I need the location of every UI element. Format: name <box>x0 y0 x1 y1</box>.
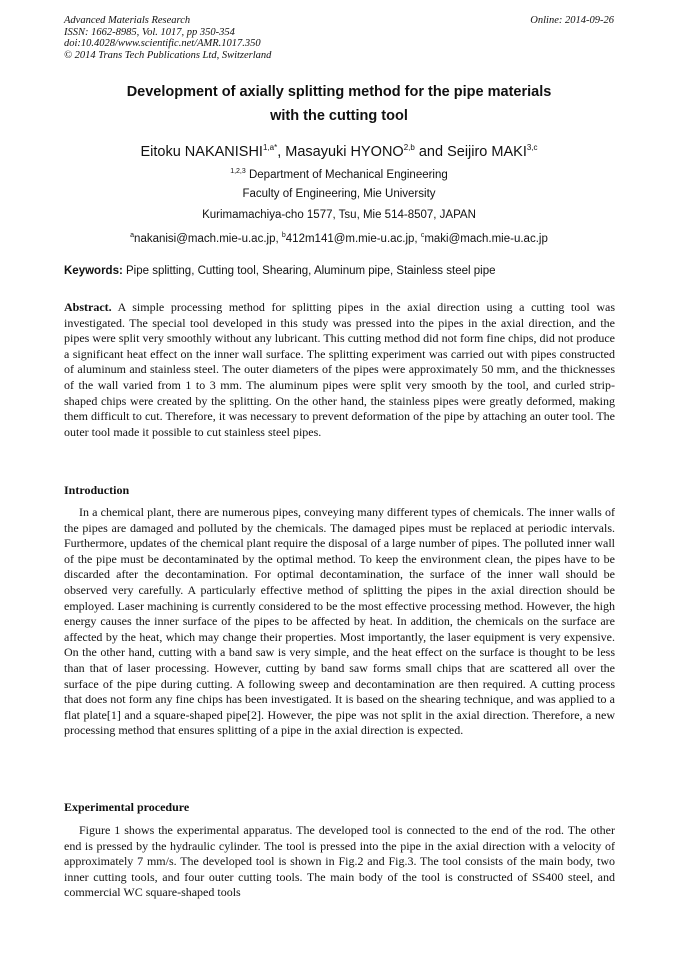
introduction-heading: Introduction <box>64 483 130 497</box>
introduction-text: In a chemical plant, there are numerous pipes, conveying many different types of chemicals. The inner walls of the pipes are damaged and polluted by the chemicals. The damaged pipes must be replaced at periodic intervals. Furthermore, updates of the chemical plant require the disposal of a large number of pipes. The polluted inner wall of the pipe must be decontaminated by the optimal method. To keep the environment clean, the pipes have to be discarded after the decontamination. For optimal decontamination, the surface of the inner wall should be observed very carefully. A particularly effective method of splitting the pipes in the axial direction should be employed. Laser machining is currently considered to be the most effective processing method. However, the high energy causes the inner surface of the pipes to be affected by heat. In addition, the chemicals on the surface are affected by the heat, which may change their properties. Most importantly, the laser equipment is very expensive. On the other hand, cutting with a band saw is very simple, and the heat effect on the surface is thought to be less than that of laser processing. However, cutting by band saw forms small chips that are scattered all over the surface of the pipe during cutting. A following sweep and decontamination are then required. A cutting process that does not form any fine chips has been investigated. It is based on the shearing technique, and was applied to a flat plate[1] and a square-shaped pipe[2]. However, the pipe was not split in the axial direction. Therefore, a new processing method that ensures splitting of a pipe in the axial direction is expected. <box>64 505 615 738</box>
journal-info <box>64 15 271 61</box>
email-a-sup: a <box>130 232 135 239</box>
experimental-text: Figure 1 shows the experimental apparatus. The developed tool is connected to the end of the rod. The other end is pressed by the hydraulic cylinder. The tool is pressed into the pipe in the axial direction with a velocity of approximately 7 mm/s. The developed tool is shown in Fig.2 and Fig.3. The tool consists of the main body, two inner cutting tools, and four outer cutting tools. The main body of the tool is constructed of SS400 steel, and commercial WC square-shaped tools <box>64 823 615 900</box>
introduction-body <box>64 505 615 739</box>
affiliation-sup: 1,2,3 <box>230 168 246 175</box>
department: Department of Mechanical Engineering <box>245 168 448 181</box>
author-2: , Masayuki HYONO <box>277 143 404 160</box>
affiliation-emails <box>64 228 614 247</box>
abstract <box>64 300 615 440</box>
experimental-heading: Experimental procedure <box>64 800 190 814</box>
email-c: maki@mach.mie-u.ac.jp <box>424 232 548 245</box>
abstract-text: A simple processing method for splitting pipes in the axial direction using a cutting tool was investigated. The special tool developed in this study was pressed into the pipes in the axial direction, and the pipes were split very smoothly without any lubricant. This cutting method did not form fine chips, did not produce a significant heat effect on the inner wall surface. The splitting experiment was carried out with pipes constructed of aluminum and stainless steel. The outer diameters of the pipes were approximately 50 mm, and the thicknesses of the wall varied from 1 to 3 mm. The aluminum pipes were split very smooth by the tool, and curled strip-shaped chips were created by the splitting. On the other hand, the stainless pipes were greatly deformed, making them difficult to cut. Therefore, it was necessary to prevent deformation of the pipe by attaching an outer tool. The outer tool made it possible to cut stainless steel pipes. <box>64 300 615 439</box>
abstract-label: Abstract. <box>64 300 112 314</box>
keywords <box>64 263 614 279</box>
author-1-sup: 1,a* <box>262 143 278 152</box>
email-a: nakanisi@mach.mie-u.ac.jp, <box>134 232 282 245</box>
experimental-body <box>64 823 615 901</box>
author-3-sup: 3,c <box>526 143 538 152</box>
online-date: Online: 2014-09-26 <box>530 15 614 26</box>
affiliation-address: Kurimamachiya-cho 1577, Tsu, Mie 514-8507, JAPAN <box>202 209 476 221</box>
affiliation-dept <box>64 164 614 183</box>
author-3: and Seijiro MAKI <box>414 143 527 160</box>
affiliation-faculty: Faculty of Engineering, Mie University <box>242 188 436 200</box>
email-b-sup: b <box>281 232 286 239</box>
email-b: 412m141@m.mie-u.ac.jp, <box>285 232 421 245</box>
paper-title <box>64 80 614 128</box>
journal-copyright: © 2014 Trans Tech Publications Ltd, Switzerland <box>64 49 272 61</box>
title-line-1: Development of axially splitting method for the pipe materials <box>126 84 552 100</box>
author-list <box>64 138 614 162</box>
journal-name: Advanced Materials Research <box>64 15 191 26</box>
journal-doi: doi:10.4028/www.scientific.net/AMR.1017.350 <box>64 38 261 49</box>
author-2-sup: 2,b <box>403 143 415 152</box>
journal-issn: ISSN: 1662-8985, Vol. 1017, pp 350-354 <box>64 26 235 38</box>
email-c-sup: c <box>420 232 425 239</box>
keywords-text: Pipe splitting, Cutting tool, Shearing, Aluminum pipe, Stainless steel pipe <box>122 265 496 277</box>
keywords-label: Keywords: <box>64 265 123 277</box>
author-1: Eitoku NAKANISHI <box>140 143 263 160</box>
title-line-2: with the cutting tool <box>270 108 408 124</box>
